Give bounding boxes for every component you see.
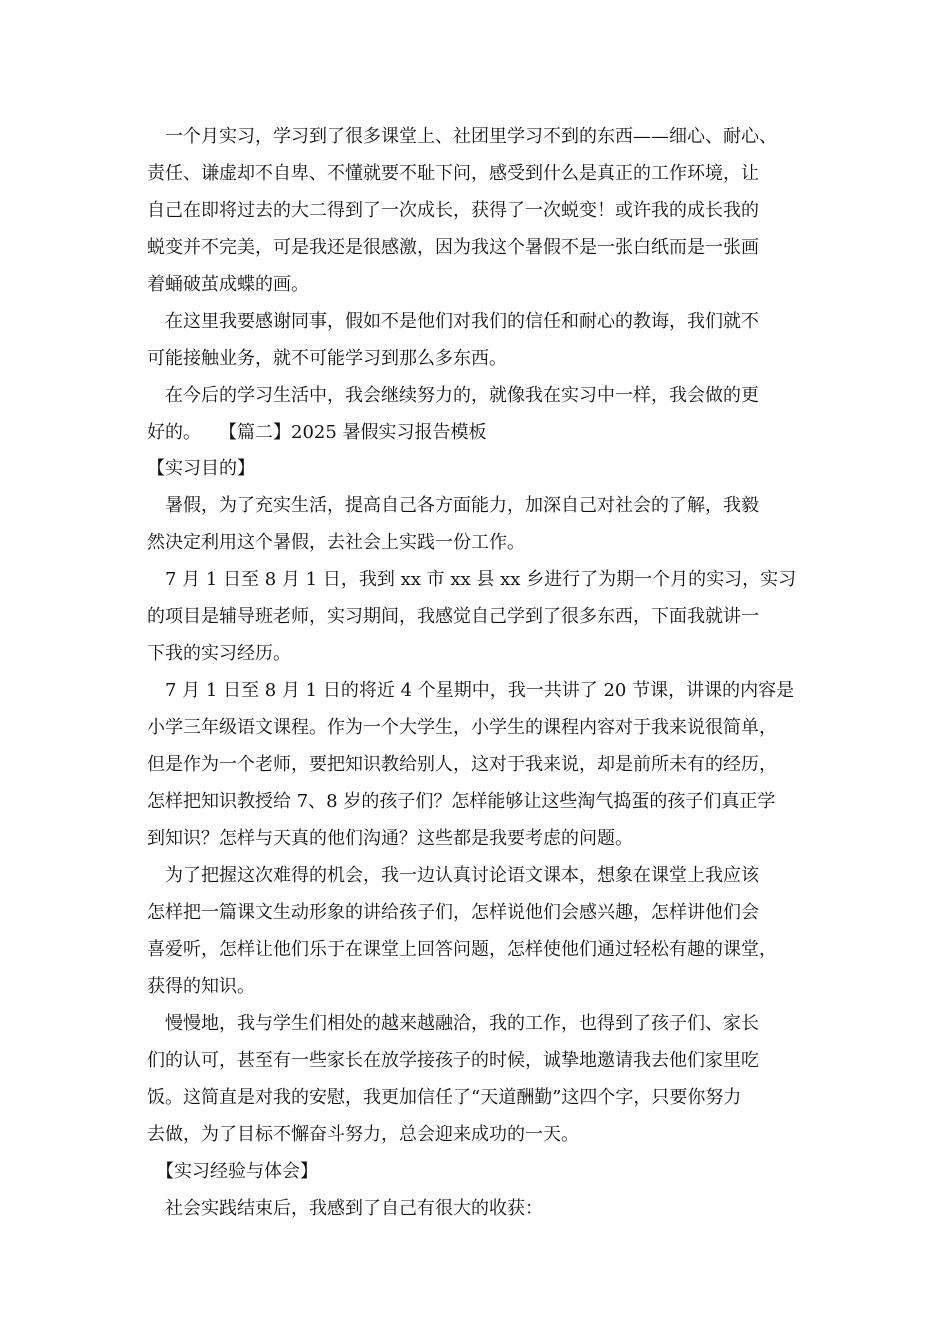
text-line: 为了把握这次难得的机会，我一边认真讨论语文课本，想象在课堂上我应该 <box>147 865 759 886</box>
text-line: 蜕变并不完美，可是我还是很感激，因为我这个暑假不是一张白纸而是一张画 <box>147 237 759 258</box>
text-line: 到知识？怎样与天真的他们沟通？这些都是我要考虑的问题。 <box>147 828 633 849</box>
text-line: 7 月 1 日至 8 月 1 日，我到 xx 市 xx 县 xx 乡进行了为期一个月的实习，实习 <box>147 569 797 590</box>
text-line: 暑假，为了充实生活，提高自己各方面能力，加深自己对社会的了解，我毅 <box>147 495 759 516</box>
text-line: 社会实践结束后，我感到了自己有很大的收获： <box>147 1198 543 1219</box>
text-line: 饭。这简直是对我的安慰，我更加信任了“天道酬勤”这四个字，只要你努力 <box>147 1087 742 1108</box>
text-line: 小学三年级语文课程。作为一个大学生，小学生的课程内容对于我来说很简单， <box>147 717 777 738</box>
text-line: 责任、谦虚却不自卑、不懂就要不耻下问，感受到什么是真正的工作环境，让 <box>147 163 759 184</box>
text-line: 下我的实习经历。 <box>147 643 291 664</box>
text-line: 获得的知识。 <box>147 976 255 997</box>
text-line: 怎样把知识教授给 7、8 岁的孩子们？怎样能够让这些淘气捣蛋的孩子们真正学 <box>147 791 776 812</box>
text-line: 在这里我要感谢同事，假如不是他们对我们的信任和耐心的教诲，我们就不 <box>147 311 759 332</box>
text-line: 着蛹破茧成蝶的画。 <box>147 274 309 295</box>
text-line: 怎样把一篇课文生动形象的讲给孩子们，怎样说他们会感兴趣，怎样讲他们会 <box>147 902 759 923</box>
text-line: 在今后的学习生活中，我会继续努力的，就像我在实习中一样，我会做的更 <box>147 385 759 406</box>
text-line: 一个月实习，学习到了很多课堂上、社团里学习不到的东西——细心、耐心、 <box>147 126 777 147</box>
text-line: 好的。 【篇二】2025 暑假实习报告模板 <box>147 422 487 443</box>
text-line: 喜爱听，怎样让他们乐于在课堂上回答问题，怎样使他们通过轻松有趣的课堂， <box>147 939 777 960</box>
section-heading: 【实习经验与体会】 <box>147 1161 318 1182</box>
text-line: 慢慢地，我与学生们相处的越来越融洽，我的工作，也得到了孩子们、家长 <box>147 1013 759 1034</box>
text-line: 去做，为了目标不懈奋斗努力，总会迎来成功的一天。 <box>147 1124 579 1145</box>
text-line: 但是作为一个老师，要把知识教给别人，这对于我来说，却是前所未有的经历， <box>147 754 777 775</box>
text-line: 7 月 1 日至 8 月 1 日的将近 4 个星期中，我一共讲了 20 节课，讲课的内容是 <box>147 680 795 701</box>
text-line: 可能接触业务，就不可能学习到那么多东西。 <box>147 348 507 369</box>
text-line: 自己在即将过去的大二得到了一次成长，获得了一次蜕变！或许我的成长我的 <box>147 200 759 221</box>
section-heading: 【实习目的】 <box>147 458 255 479</box>
text-line: 们的认可，甚至有一些家长在放学接孩子的时候，诚挚地邀请我去他们家里吃 <box>147 1050 759 1071</box>
text-line: 的项目是辅导班老师，实习期间，我感觉自己学到了很多东西，下面我就讲一 <box>147 606 759 627</box>
text-line: 然决定利用这个暑假，去社会上实践一份工作。 <box>147 532 525 553</box>
